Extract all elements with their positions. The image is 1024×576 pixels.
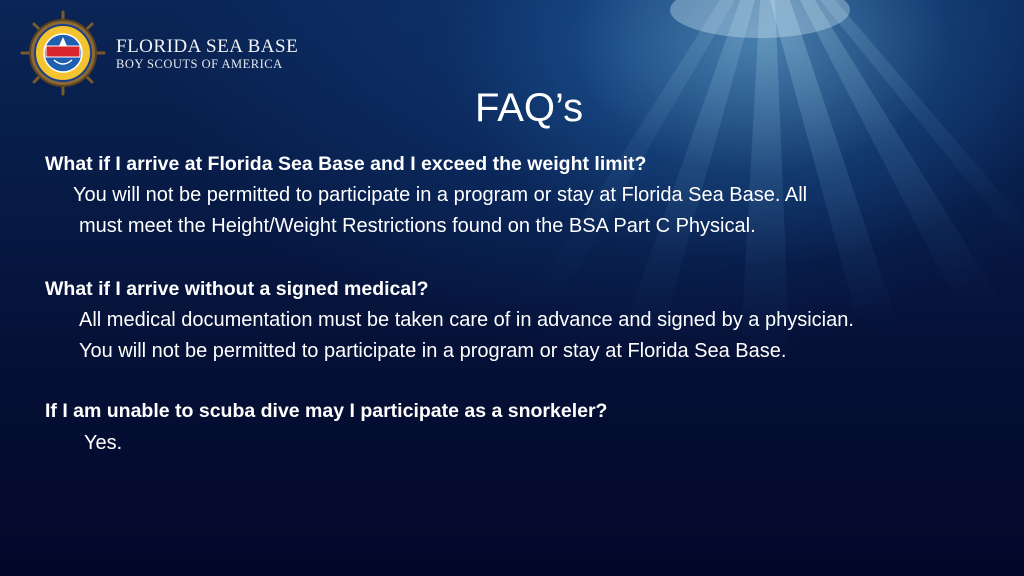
brand-block bbox=[116, 37, 298, 72]
faq-answer-1-line-1: You will not be permitted to participate in a program or stay at Florida Sea Base. All bbox=[73, 184, 808, 206]
faq-answer-1-line-2: must meet the Height/Weight Restrictions found on the BSA Part C Physical. bbox=[79, 215, 756, 237]
faq-answer-2-line-1: All medical documentation must be taken care of in advance and signed by a physician. bbox=[79, 309, 854, 331]
faq-question-1: What if I arrive at Florida Sea Base and I exceed the weight limit? bbox=[45, 153, 647, 175]
faq-question-3: If I am unable to scuba dive may I participate as a snorkeler? bbox=[45, 400, 608, 422]
faq-answer-2-line-2: You will not be permitted to participate in a program or stay at Florida Sea Base. bbox=[79, 340, 787, 362]
slide-title: FAQ’s bbox=[475, 86, 584, 130]
brand-title: FLORIDA SEA BASE bbox=[116, 36, 299, 57]
brand-subtitle: BOY SCOUTS OF AMERICA bbox=[116, 57, 283, 71]
faq-answer-3-line-1: Yes. bbox=[84, 432, 123, 454]
faq-question-2: What if I arrive without a signed medical? bbox=[45, 278, 429, 300]
florida-sea-base-emblem-icon bbox=[20, 10, 106, 96]
